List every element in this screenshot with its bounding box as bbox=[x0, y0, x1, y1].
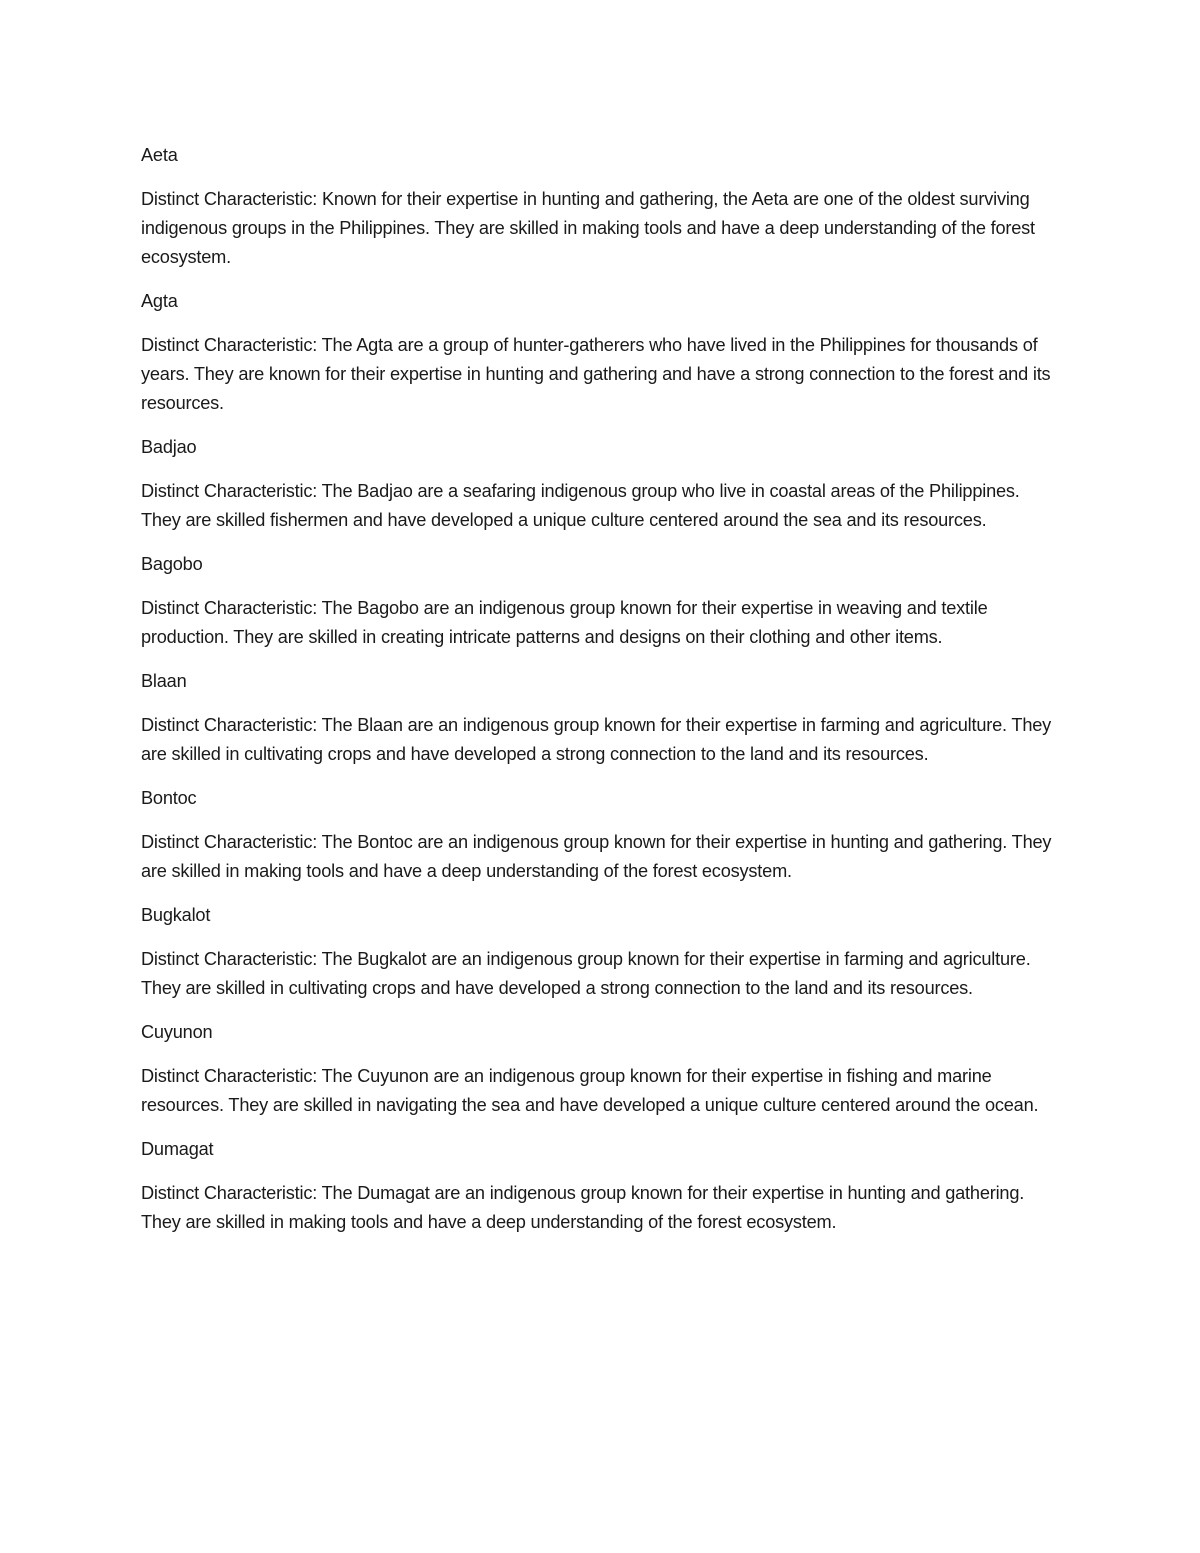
group-name: Badjao bbox=[141, 437, 197, 457]
group-name: Dumagat bbox=[141, 1139, 214, 1159]
entry-bontoc bbox=[141, 784, 1061, 886]
entry-blaan bbox=[141, 667, 1061, 769]
group-characteristic: Distinct Characteristic: Known for their expertise in hunting and gathering, the Aeta are one of the oldest surviving indigenous groups in the Philippines. They are skilled in making tools and have a deep understanding of the forest ecosystem. bbox=[141, 189, 1035, 267]
group-name: Bontoc bbox=[141, 788, 197, 808]
entry-agta bbox=[141, 287, 1061, 418]
document-body bbox=[141, 141, 1061, 1252]
group-characteristic: Distinct Characteristic: The Dumagat are an indigenous group known for their expertise in hunting and gathering. They are skilled in making tools and have a deep understanding of the forest ecosystem. bbox=[141, 1183, 1025, 1232]
group-characteristic: Distinct Characteristic: The Bugkalot are an indigenous group known for their expertise in farming and agriculture. They are skilled in cultivating crops and have developed a strong connection to the land and its resources. bbox=[141, 949, 1031, 998]
entry-cuyunon bbox=[141, 1018, 1061, 1120]
group-name: Aeta bbox=[141, 145, 178, 165]
group-name: Agta bbox=[141, 291, 178, 311]
entry-badjao bbox=[141, 433, 1061, 535]
group-name: Bugkalot bbox=[141, 905, 211, 925]
group-characteristic: Distinct Characteristic: The Bontoc are an indigenous group known for their expertise in hunting and gathering. They are skilled in making tools and have a deep understanding of the forest ecosystem. bbox=[141, 832, 1052, 881]
entry-bugkalot bbox=[141, 901, 1061, 1003]
group-characteristic: Distinct Characteristic: The Agta are a group of hunter-gatherers who have lived in the Philippines for thousands of years. They are known for their expertise in hunting and gathering and have a strong connection to the forest and its resources. bbox=[141, 335, 1051, 413]
group-characteristic: Distinct Characteristic: The Blaan are an indigenous group known for their expertise in farming and agriculture. They are skilled in cultivating crops and have developed a strong connection to the land and its resources. bbox=[141, 715, 1052, 764]
group-characteristic: Distinct Characteristic: The Cuyunon are an indigenous group known for their expertise in fishing and marine resources. They are skilled in navigating the sea and have developed a unique culture centered around the ocean. bbox=[141, 1066, 1039, 1115]
group-characteristic: Distinct Characteristic: The Bagobo are an indigenous group known for their expertise in weaving and textile production. They are skilled in creating intricate patterns and designs on their clothing and other items. bbox=[141, 598, 988, 647]
group-name: Bagobo bbox=[141, 554, 203, 574]
entry-aeta bbox=[141, 141, 1061, 272]
group-name: Blaan bbox=[141, 671, 187, 691]
group-characteristic: Distinct Characteristic: The Badjao are a seafaring indigenous group who live in coastal areas of the Philippines. They are skilled fishermen and have developed a unique culture centered around the sea and its resources. bbox=[141, 481, 1020, 530]
group-name: Cuyunon bbox=[141, 1022, 213, 1042]
entry-dumagat bbox=[141, 1135, 1061, 1237]
entry-bagobo bbox=[141, 550, 1061, 652]
